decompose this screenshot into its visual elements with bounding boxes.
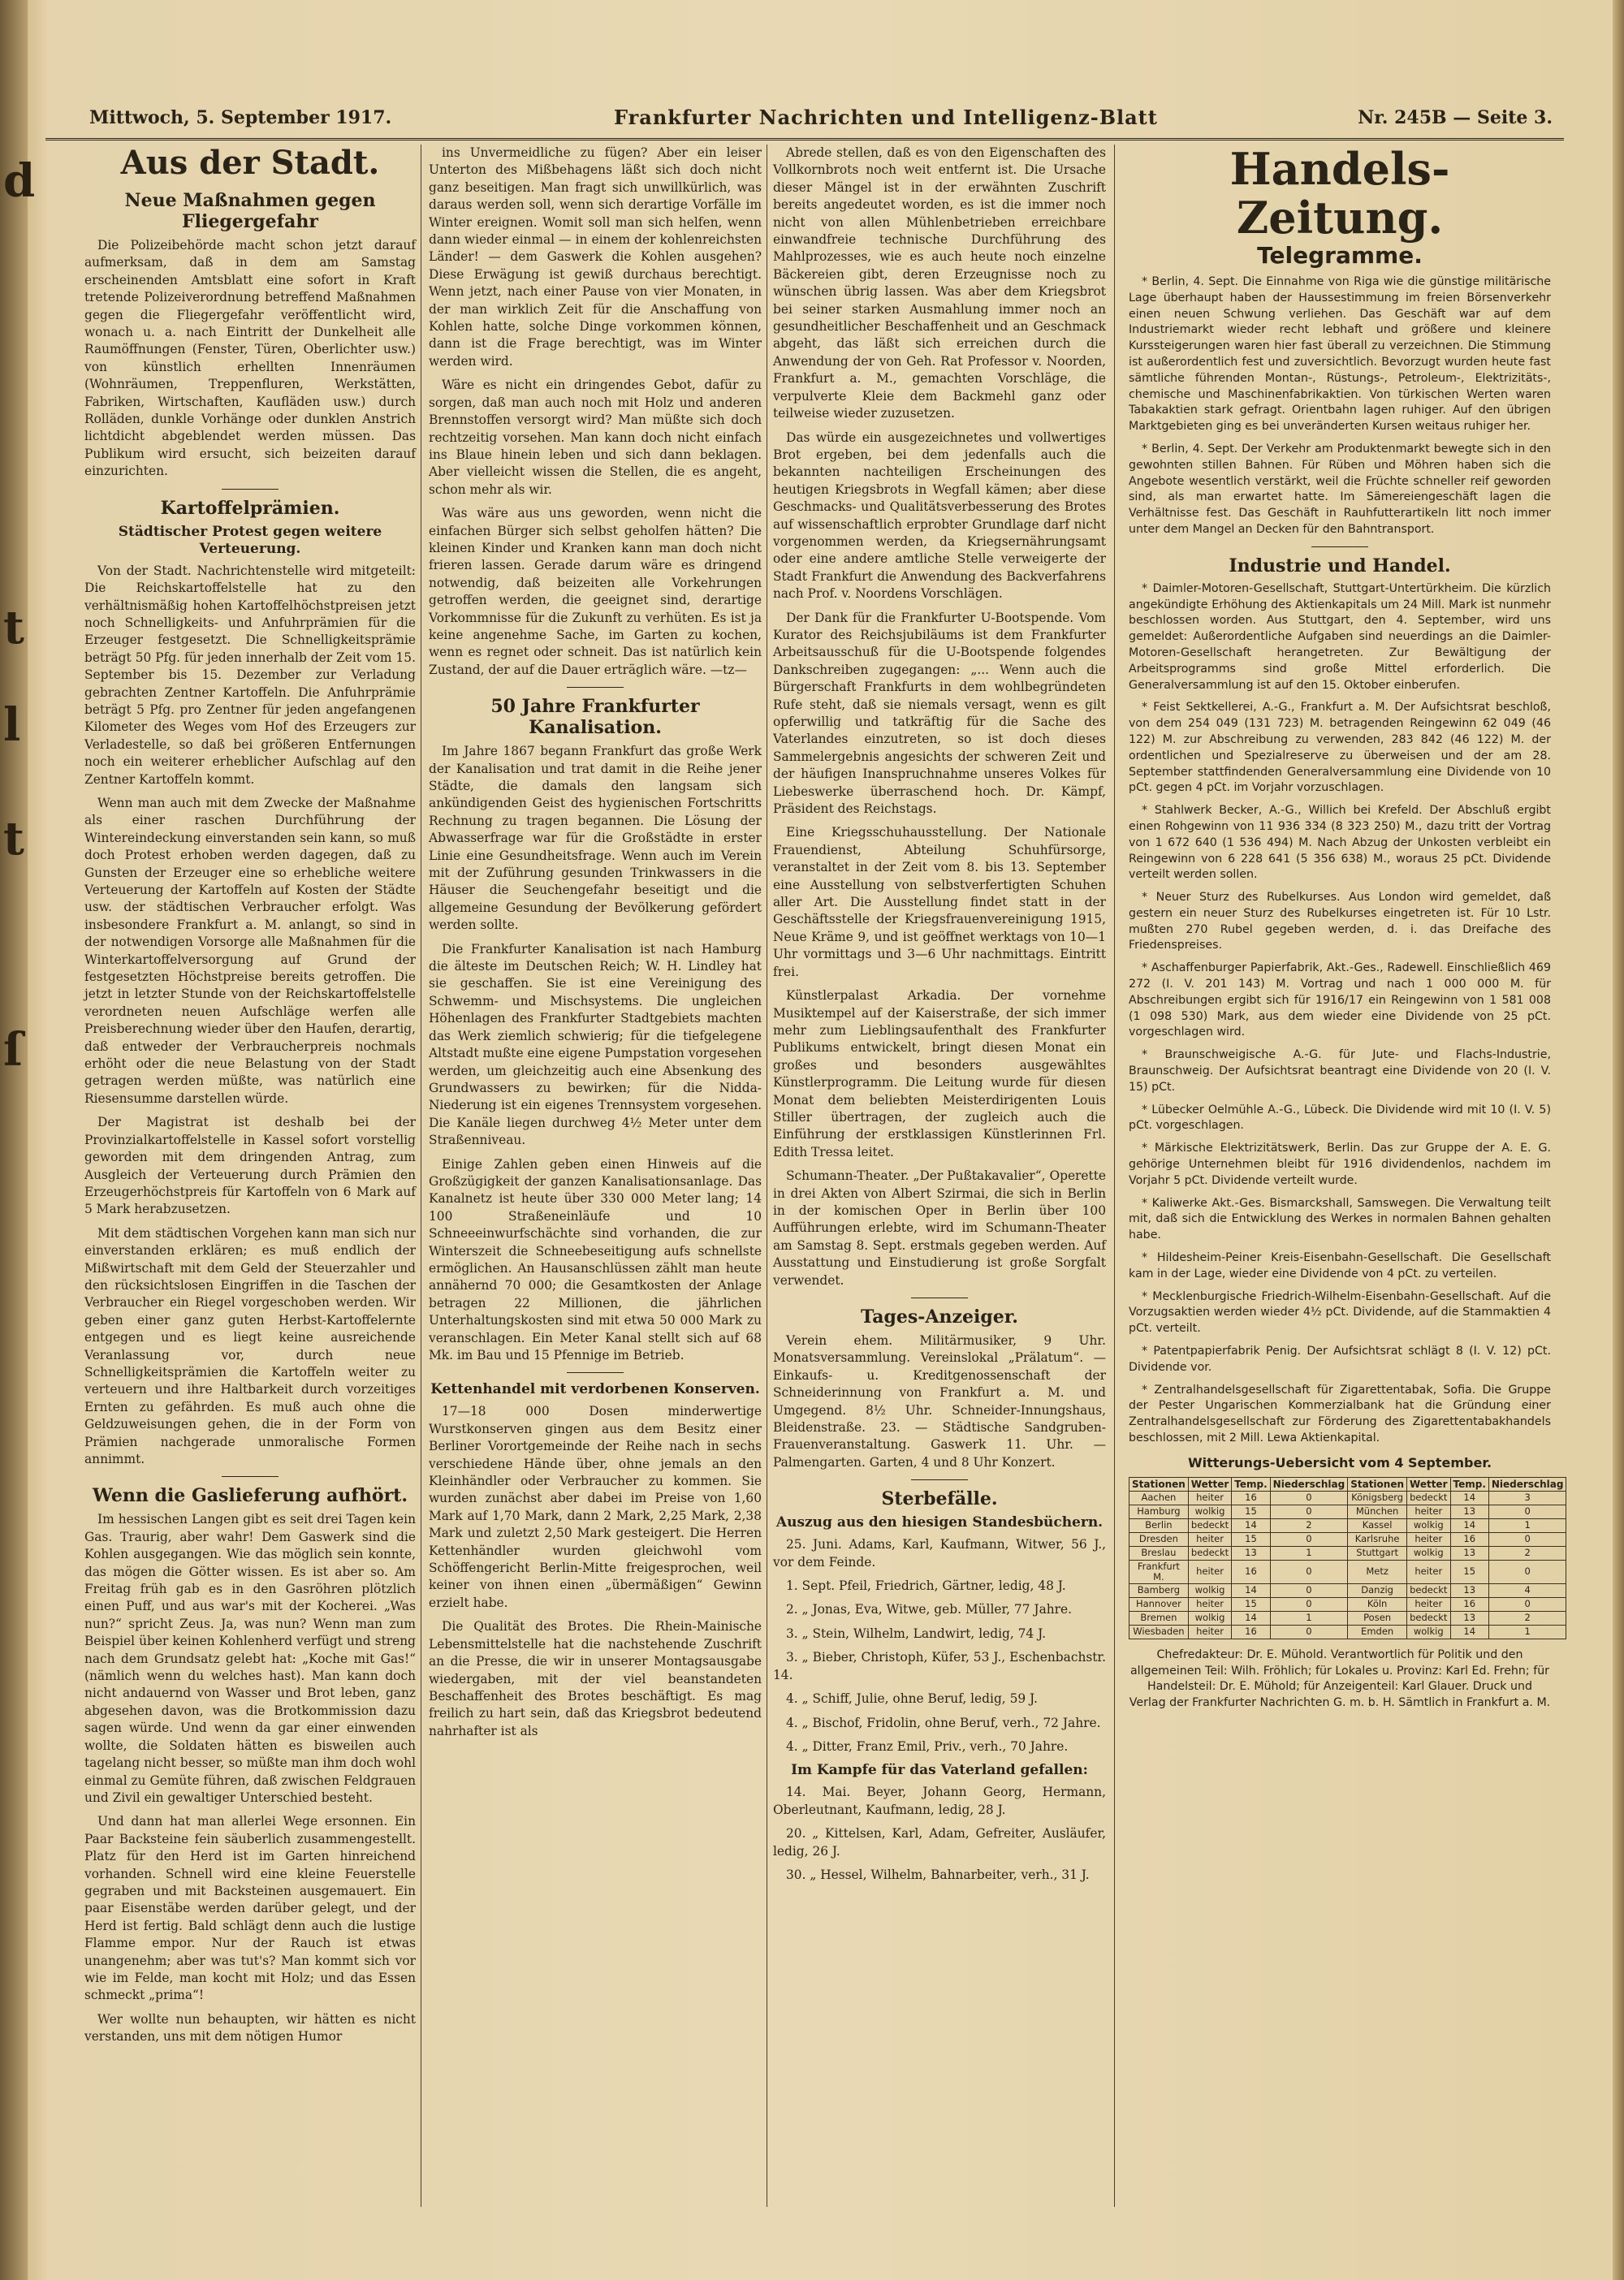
weather-cell: heiter bbox=[1407, 1505, 1450, 1518]
weather-cell: 15 bbox=[1232, 1532, 1270, 1546]
edge-fragment: t bbox=[3, 812, 24, 866]
weather-cell: wolkig bbox=[1407, 1625, 1450, 1639]
weather-header-cell: Wetter bbox=[1188, 1477, 1231, 1491]
weather-row bbox=[1129, 1583, 1566, 1597]
article-paragraph: * Mecklenburgische Friedrich-Wilhelm-Eisenbahn-Gesellschaft. Auf die Vorzugsaktien werden wieder 4½ pCt. Dividende, auf die Stammaktien 4 pCt. verteilt. bbox=[1129, 1289, 1551, 1336]
article-paragraph: Wäre es nicht ein dringendes Gebot, dafür zu sorgen, daß man auch noch mit Holz und anderen Brennstoffen versorgt wird? Man müßte sich doch rechtzeitig vorsehen. Man kann doch nicht einfach ins Blaue hinein leben und sich dann beklagen. Aber vielleicht wissen die Stellen, die es angeht, schon mehr als wir. bbox=[429, 378, 762, 497]
death-notice: 1. Sept. Pfeil, Friedrich, Gärtner, ledig, 48 J. bbox=[786, 1578, 1066, 1594]
death-notice: 2. „ Jonas, Eva, Witwe, geb. Müller, 77 Jahre. bbox=[786, 1602, 1073, 1617]
weather-cell: 14 bbox=[1450, 1625, 1488, 1639]
weather-cell: bedeckt bbox=[1407, 1583, 1450, 1597]
weather-cell: 13 bbox=[1450, 1611, 1488, 1625]
section-title: Handels-Zeitung. bbox=[1229, 143, 1450, 244]
weather-cell: 16 bbox=[1232, 1491, 1270, 1505]
weather-cell: 1 bbox=[1270, 1611, 1348, 1625]
weather-cell: 2 bbox=[1488, 1611, 1566, 1625]
article-paragraph: Der Magistrat ist deshalb bei der Provinzialkartoffelstelle in Kassel sofort vorstellig geworden mit dem dringenden Antrag, zum Ausgleich der Verteuerung durch Prämien den Erzeugerhöchstpreis für Kartoffeln von 6 Mark auf 5 Mark herabzusetzen. bbox=[84, 1115, 416, 1217]
article-paragraph: Verein ehem. Militärmusiker, 9 Uhr. Monatsversammlung. Vereinslokal „Prälatum“. — Einkaufs- u. Kreditgenossenschaft der Schneiderinnung von Frankfurt a. M. und Umgegend. 8½ Uhr. Schneider-Innungshaus, Bleidenstraße. 23. — Städtische Sandgruben-Frauenveranstaltung. Gaswerk 11. Uhr. — Palmengarten. Garten, 4 und 8 Uhr Konzert. bbox=[773, 1333, 1106, 1470]
weather-cell: 0 bbox=[1270, 1583, 1348, 1597]
left-page-edge bbox=[0, 0, 36, 2280]
weather-cell: 0 bbox=[1270, 1532, 1348, 1546]
weather-cell: 0 bbox=[1270, 1505, 1348, 1518]
weather-cell: heiter bbox=[1188, 1625, 1231, 1639]
article-subtitle: Im Kampfe für das Vaterland gefallen: bbox=[791, 1762, 1088, 1779]
weather-header-cell: Niederschlag bbox=[1270, 1477, 1348, 1491]
weather-cell: 16 bbox=[1450, 1597, 1488, 1611]
weather-cell: 0 bbox=[1270, 1625, 1348, 1639]
article-paragraph: Künstlerpalast Arkadia. Der vornehme Musiktempel auf der Kaiserstraße, der sich immer mehr zum Lieblingsaufenthalt des Frankfurter Publikums entwickelt, bringt diesen Monat ein großes und besonders ausgewähltes Künstlerprogramm. Die Leitung wurde für diesen Monat dem beliebten Meisterdirigenten Louis Stiller übertragen, der zugleich auch die Einführung der erstklassigen Künstlerinnen Frl. Edith Tressa leitet. bbox=[773, 988, 1106, 1159]
weather-cell: 0 bbox=[1270, 1491, 1348, 1505]
weather-cell: 13 bbox=[1450, 1583, 1488, 1597]
weather-cell: 16 bbox=[1450, 1532, 1488, 1546]
article-paragraph: Der Dank für die Frankfurter U-Bootspende. Vom Kurator des Reichsjubiläums ist dem Frankfurter Arbeitsausschuß für die U-Bootspende folgendes Dankschreiben zugegangen: „... Wenn auch die Bürgerschaft Frankfurts in dem wohlbegründeten Rufe steht, daß sie niemals versagt, wenn es gilt opferwillig und tatkräftig für die Sache des Vaterlandes einzutreten, so ist doch dieses Sammelergebnis angesichts der schweren Zeit und der häufigen Inanspruchnahme unseres Volkes für Liebeswerke überraschend hoch. Dr. Kämpf, Präsident des Reichstags. bbox=[773, 610, 1106, 817]
article-paragraph: Schumann-Theater. „Der Pußtakavalier“, Operette in drei Akten von Albert Szirmai, die sich in Berlin in der komischen Oper in Berlin über 100 Aufführungen erlebte, wird im Schumann-Theater am Samstag 8. Sept. erstmals gegeben werden. Auf Ausstattung und Einstudierung ist große Sorgfalt verwendet. bbox=[773, 1168, 1106, 1288]
weather-cell: Dresden bbox=[1129, 1532, 1189, 1546]
weather-cell: bedeckt bbox=[1407, 1611, 1450, 1625]
weather-cell: Posen bbox=[1348, 1611, 1407, 1625]
separator bbox=[1311, 546, 1368, 547]
weather-cell: Hannover bbox=[1129, 1597, 1189, 1611]
column-2 bbox=[429, 145, 762, 2223]
weather-row bbox=[1129, 1546, 1566, 1560]
weather-cell: 14 bbox=[1232, 1611, 1270, 1625]
imprint: Chefredakteur: Dr. E. Mühold. Verantwortlich für Politik und den allgemeinen Teil: Wilh. Fröhlich; für Lokales u. Provinz: Karl Ed. Frehn; für Handelsteil: Dr. E. Mühold; für Anzeigenteil: Karl Glauer. Druck und Verlag der Frankfurter Nachrichten G. m. b. H. Sämtlich in Frankfurt a. M. bbox=[1129, 1647, 1551, 1710]
article-paragraph: * Stahlwerk Becker, A.-G., Willich bei Krefeld. Der Abschluß ergibt einen Rohgewinn von 11 936 334 (8 323 250) M., dazu tritt der Vortrag von 1 672 640 (1 536 494) M. Nach Abzug der Unkosten verbleibt ein Reingewinn von 6 228 641 (5 356 638) M., woraus 25 pCt. Dividende verteilt werden sollen. bbox=[1129, 804, 1551, 882]
section-subtitle: Telegramme. bbox=[1257, 242, 1423, 269]
death-notice: 4. „ Ditter, Franz Emil, Priv., verh., 70 Jahre. bbox=[786, 1738, 1069, 1754]
weather-cell: 2 bbox=[1270, 1518, 1348, 1532]
weather-cell: 14 bbox=[1450, 1518, 1488, 1532]
weather-cell: wolkig bbox=[1188, 1583, 1231, 1597]
edge-fragment: ſ bbox=[3, 1023, 24, 1077]
weather-cell: bedeckt bbox=[1188, 1518, 1231, 1532]
separator bbox=[567, 687, 624, 688]
weather-row bbox=[1129, 1597, 1566, 1611]
separator bbox=[222, 1476, 279, 1477]
weather-cell: 0 bbox=[1270, 1560, 1348, 1583]
article-paragraph: Wer wollte nun behaupten, wir hätten es nicht verstanden, uns mit dem nötigen Humor bbox=[84, 2011, 416, 2045]
article-paragraph: Die Polizeibehörde macht schon jetzt darauf aufmerksam, daß in dem am Samstag erscheinenden Amtsblatt eine sofort in Kraft tretende Polizeiverordnung betreffend Maßnahmen gegen die Fliegergefahr veröffentlicht wird, wonach u. a. nach Eintritt der Dunkelheit alle Raumöffnungen (Fenster, Türen, Oberlichter usw.) von künstlich erhellten Innenräumen (Wohnräumen, Treppenfluren, Werkstätten, Fabriken, Wirtschaften, Kaufläden usw.) durch Rolläden, dunkle Vorhänge oder dunklen Anstrich lichtdicht abgeblendet werden müssen. Das Publikum wird ersucht, sich beizeiten darauf einzurichten. bbox=[84, 238, 416, 479]
article-paragraph: * Märkische Elektrizitätswerk, Berlin. Das zur Gruppe der A. E. G. gehörige Unternehmen bleibt für 1916 dividendenlos, nachdem im Vorjahr 5 pCt. Dividende verteilt wurde. bbox=[1129, 1142, 1551, 1187]
weather-cell: 14 bbox=[1232, 1583, 1270, 1597]
article-subtitle: Auszug aus den hiesigen Standesbüchern. bbox=[775, 1514, 1104, 1531]
weather-cell: Bamberg bbox=[1129, 1583, 1189, 1597]
article-paragraph: * Braunschweigische A.-G. für Jute- und Flachs-Industrie, Braunschweig. Der Aufsichtsrat beantragt eine Dividende von 20 (I. V. 15) pCt. bbox=[1129, 1048, 1551, 1094]
weather-cell: 13 bbox=[1232, 1546, 1270, 1560]
weather-header-cell: Temp. bbox=[1232, 1477, 1270, 1491]
header-page-number: Nr. 245B — Seite 3. bbox=[1358, 107, 1553, 128]
weather-cell: bedeckt bbox=[1188, 1546, 1231, 1560]
weather-row bbox=[1129, 1518, 1566, 1532]
article-paragraph: * Kaliwerke Akt.-Ges. Bismarckshall, Samswegen. Die Verwaltung teilt mit, daß sich die Entwicklung des Werkes in normalen Bahnen gehalten habe. bbox=[1129, 1196, 1551, 1242]
article-title: Neue Maßnahmen gegen Fliegergefahr bbox=[124, 190, 376, 232]
article-paragraph: * Aschaffenburger Papierfabrik, Akt.-Ges., Radewell. Einschließlich 469 272 (I. V. 201 143) M. Vortrag und nach 1 000 000 M. für Abschreibungen ergibt sich für 1916/17 ein Reingewinn von 1 581 008 (1 098 530) Mark, aus dem wieder eine Dividende von 25 pCt. vorgeschlagen wird. bbox=[1129, 961, 1551, 1039]
article-title: Wenn die Gaslieferung aufhört. bbox=[93, 1485, 408, 1507]
article-paragraph: Wenn man auch mit dem Zwecke der Maßnahme als einer raschen Durchführung der Wintereindeckung einverstanden sein kann, so muß doch Protest erhoben werden dagegen, daß zu Gunsten der Erzeuger eine so erhebliche weitere Verteuerung der Kartoffeln auf Kosten der Städte usw. der städtischen Verbraucher erfolgt. Was insbesondere Frankfurt a. M. anlangt, so sind in der notwendigen Vorsorge alle Maßnahmen für die Winterkartoffelversorgung auf Grund der festgesetzten Höchstpreise bereits getroffen. Die jetzt in letzter Stunde von der Reichskartoffelstelle verordneten neuen Aufschläge werfen alle Preisberechnung wieder über den Haufen, derartig, daß entweder der Verbraucherpreis nochmals erhöht oder die neue Belastung von der Stadt getragen werden müßte, was natürlich eine Riesensumme darstellen würde. bbox=[84, 795, 416, 1106]
weather-title: Witterungs-Uebersicht vom 4 September. bbox=[1187, 1454, 1492, 1470]
column-1 bbox=[84, 145, 416, 2223]
article-paragraph: Die Frankfurter Kanalisation ist nach Hamburg die älteste im Deutschen Reich; W. H. Lindley hat sie geschaffen. Sie ist eine Vereinigung des Schwemm- und Mischsystems. Die ungleichen Höhenlagen des Frankfurter Stadtgebiets machten das Werk ziemlich schwierig; für die tiefgelegene Altstadt mußte eine eigene Pumpstation vorgesehen werden, um gleichzeitig auch eine Absenkung des Grundwassers zu bewirken; für die Nidda-Niederung ist ein eigenes Trennsystem vorgesehen. Die Kanäle liegen durchweg 4½ Meter unter dem Straßenniveau. bbox=[429, 941, 762, 1148]
article-paragraph: 17—18 000 Dosen minderwertige Wurstkonserven gingen aus dem Besitz einer Berliner Vorortgemeinde der Reihe nach in sechs verschiedene Hände über, ohne jemals an den Kleinhändler oder Verbraucher zu kommen. Sie wurden zunächst aber dabei im Preise von 1,60 Mark auf 1,70 Mark, dann 2 Mark, 2,25 Mark, 2,38 Mark und zuletzt 2,50 Mark gesteigert. Die Herren Kettenhändler wurden gleichwohl vom Schöffengericht Berlin-Mitte freigesprochen, weil keiner von ihnen einen „übermäßigen“ Gewinn erzielt habe. bbox=[429, 1404, 762, 1610]
death-notice: 3. „ Stein, Wilhelm, Landwirt, ledig, 74 J. bbox=[786, 1626, 1046, 1641]
weather-cell: wolkig bbox=[1188, 1611, 1231, 1625]
section-title: Aus der Stadt. bbox=[120, 144, 380, 182]
weather-table bbox=[1129, 1477, 1566, 1639]
article-paragraph: * Patentpapierfabrik Penig. Der Aufsichtsrat schlägt 8 (I. V. 12) pCt. Dividende vor. bbox=[1129, 1345, 1551, 1374]
weather-cell: 2 bbox=[1488, 1546, 1566, 1560]
death-notice: 4. „ Bischof, Fridolin, ohne Beruf, verh., 72 Jahre. bbox=[786, 1715, 1101, 1730]
weather-row bbox=[1129, 1560, 1566, 1583]
weather-cell: heiter bbox=[1407, 1532, 1450, 1546]
weather-cell: Danzig bbox=[1348, 1583, 1407, 1597]
weather-header-cell: Niederschlag bbox=[1488, 1477, 1566, 1491]
weather-cell: 4 bbox=[1488, 1583, 1566, 1597]
page-header bbox=[45, 106, 1564, 140]
article-title: Sterbefälle. bbox=[881, 1488, 998, 1510]
column-3 bbox=[773, 145, 1106, 2223]
weather-cell: wolkig bbox=[1188, 1505, 1231, 1518]
weather-cell: 15 bbox=[1232, 1505, 1270, 1518]
article-title: Kartoffelprämien. bbox=[160, 497, 340, 519]
weather-cell: Aachen bbox=[1129, 1491, 1189, 1505]
weather-cell: 3 bbox=[1488, 1491, 1566, 1505]
weather-cell: 1 bbox=[1488, 1625, 1566, 1639]
article-title: Kettenhandel mit verdorbenen Konserven. bbox=[430, 1381, 760, 1398]
weather-cell: 1 bbox=[1270, 1546, 1348, 1560]
weather-cell: Metz bbox=[1348, 1560, 1407, 1583]
header-masthead: Frankfurter Nachrichten und Intelligenz-Blatt bbox=[614, 106, 1158, 129]
article-paragraph: * Lübecker Oelmühle A.-G., Lübeck. Die Dividende wird mit 10 (I. V. 5) pCt. vorgeschlagen. bbox=[1129, 1103, 1551, 1133]
weather-row bbox=[1129, 1505, 1566, 1518]
article-paragraph: * Feist Sektkellerei, A.-G., Frankfurt a. M. Der Aufsichtsrat beschloß, von dem 254 049 (131 723) M. betragenden Reingewinn 62 049 (46 122) M. zur Abschreibung zu verwenden, 283 842 (46 122) M. der ordentlichen und Spezialreserve zu überweisen und der am 28. September stattfindenden Generalversammlung eine Dividende von 10 pCt. gegen 4 pCt. im Vorjahr vorzuschlagen. bbox=[1129, 701, 1551, 795]
weather-cell: Wiesbaden bbox=[1129, 1625, 1189, 1639]
weather-cell: 0 bbox=[1488, 1505, 1566, 1518]
death-notice: 30. „ Hessel, Wilhelm, Bahnarbeiter, verh., 31 J. bbox=[786, 1867, 1090, 1882]
weather-cell: 0 bbox=[1270, 1597, 1348, 1611]
column-4-business bbox=[1129, 143, 1564, 2223]
article-paragraph: * Zentralhandelsgesellschaft für Zigarettentabak, Sofia. Die Gruppe der Pester Ungarischen Kommerzialbank hat die Gründung einer Zentralhandelsgesellschaft zur Förderung des Zigarettentabakhandels beschlossen, mit 2 Mill. Lewa Aktienkapital. bbox=[1129, 1383, 1551, 1444]
weather-cell: 0 bbox=[1488, 1532, 1566, 1546]
weather-cell: 13 bbox=[1450, 1546, 1488, 1560]
weather-row bbox=[1129, 1491, 1566, 1505]
weather-cell: heiter bbox=[1407, 1597, 1450, 1611]
weather-header-cell: Stationen bbox=[1129, 1477, 1189, 1491]
article-paragraph: Das würde ein ausgezeichnetes und vollwertiges Brot ergeben, bei dem jedenfalls auch die bekannten nachteiligen Erscheinungen des heutigen Kriegsbrots in Wegfall kämen; aber diese Geschmacks- und Qualitätsverbesserung des Brotes auf wissenschaftlich erprobter Grundlage darf nicht vorgenommen werden, da Kriegsernährungsamt oder eine andere amtliche Stelle verweigerte der Stadt Frankfurt die Anwendung des Backverfahrens nach Prof. v. Noordens Vorschlägen. bbox=[773, 430, 1106, 602]
weather-cell: 16 bbox=[1232, 1625, 1270, 1639]
weather-cell: wolkig bbox=[1407, 1518, 1450, 1532]
article-paragraph: Was wäre aus uns geworden, wenn nicht die einfachen Bürger sich selbst geholfen hätten? Die kleinen Kinder und Kranken kann man doch nicht frieren lassen. Gerade darum wäre es dringend notwendig, daß beizeiten alle Vorkehrungen getroffen werden, die geeignet sind, derartige Vorkommnisse für die Zukunft zu verhüten. Es ist ja keine angenehme Sache, im Garten zu kochen, wenn es regnet oder schneit. Das ist natürlich kein Zustand, der auf die Dauer erträglich wäre. —tz— bbox=[429, 506, 762, 677]
separator bbox=[567, 1372, 624, 1373]
weather-cell: Kassel bbox=[1348, 1518, 1407, 1532]
weather-table-body bbox=[1129, 1491, 1566, 1639]
right-page-edge bbox=[1613, 0, 1624, 2280]
weather-header-cell: Temp. bbox=[1450, 1477, 1488, 1491]
article-paragraph: Eine Kriegsschuhausstellung. Der Nationale Frauendienst, Abteilung Schuhfürsorge, veranstaltet in der Zeit vom 8. bis 13. September eine Ausstellung von selbstverfertigten Schuhen aller Art. Die Ausstellung findet statt in der Geschäftsstelle der Kriegsfrauenvereinigung 1915, Neue Kräme 9, und ist geöffnet werktags von 10—1 Uhr vormittags und 3—6 Uhr nachmittags. Eintritt frei. bbox=[773, 825, 1106, 979]
edge-fragment: d bbox=[3, 154, 36, 208]
death-notice: 14. Mai. Beyer, Johann Georg, Hermann, Oberleutnant, Kaufmann, ledig, 28 J. bbox=[773, 1785, 1106, 1817]
weather-header-row bbox=[1129, 1477, 1566, 1491]
weather-cell: Breslau bbox=[1129, 1546, 1189, 1560]
weather-cell: 0 bbox=[1488, 1597, 1566, 1611]
weather-cell: Hamburg bbox=[1129, 1505, 1189, 1518]
weather-header-cell: Stationen bbox=[1348, 1477, 1407, 1491]
article-paragraph: ins Unvermeidliche zu fügen? Aber ein leiser Unterton des Mißbehagens läßt sich doch nicht ganz beseitigen. Man fragt sich unwillkürlich, was daraus werden soll, wenn sich derartige Vorfälle im Winter ereignen. Womit soll man sich helfen, wenn dann wieder einmal — in einem der kohlenreichsten Länder! — dem Gaswerk die Kohlen ausgehen? Diese Erwägung ist gewiß durchaus berechtigt. Wenn jetzt, nach einer Pause von vier Monaten, in der man wirklich Zeit für die Anschaffung von Kohlen hatte, solche Dinge vorkommen können, dann ist die Frage berechtigt, was im Winter werden wird. bbox=[429, 145, 762, 369]
death-notice: 20. „ Kittelsen, Karl, Adam, Gefreiter, Ausläufer, ledig, 26 J. bbox=[773, 1826, 1106, 1859]
weather-cell: Berlin bbox=[1129, 1518, 1189, 1532]
weather-cell: Emden bbox=[1348, 1625, 1407, 1639]
weather-cell: heiter bbox=[1188, 1597, 1231, 1611]
weather-cell: Bremen bbox=[1129, 1611, 1189, 1625]
weather-header-cell: Wetter bbox=[1407, 1477, 1450, 1491]
article-paragraph: Und dann hat man allerlei Wege ersonnen. Ein Paar Backsteine fein säuberlich zusammengestellt. Platz für den Herd ist im Garten hinreichend vorhanden. Schnell wird eine kleine Feuerstelle gegraben und mit Backsteinen ausgemauert. Ein paar Eisenstäbe werden darüber gelegt, und der Herd ist fertig. Bald schlägt denn auch die lustige Flamme empor. Nur der Rauch ist etwas unangenehm; aber was tut's? Man kommt sich vor wie im Felde, man kocht mit Holz; und das Essen schmeckt „prima“! bbox=[84, 1814, 416, 2003]
article-paragraph: Abrede stellen, daß es von den Eigenschaften des Vollkornbrots noch weit entfernt ist. Die Ursache dieser Mängel ist in der erwähnten Zuschrift bereits angedeutet worden, es ist die immer noch nicht von allen Mühlenbetrieben erreichbare einwandfreie technische Durchführung des Mahlprozesses, wie es auch heute noch einzelne Bäckereien gibt, deren Erzeugnisse noch zu wünschen übrig lassen. Was aber dem Kriegsbrot bei seiner starken Ausmahlung immer noch an gesundheitlicher Beschaffenheit und an Geschmack abgeht, das läßt sich erreichen durch die Anwendung der von Geh. Rat Professor v. Noorden, Frankfurt a. M., gemachten Vorschläge, die verpulverte Kleie dem Backmehl ganz oder teilweise wieder zuzusetzen. bbox=[773, 145, 1106, 421]
weather-cell: bedeckt bbox=[1407, 1491, 1450, 1505]
article-paragraph: * Neuer Sturz des Rubelkurses. Aus London wird gemeldet, daß gestern ein neuer Sturz des Rubelkurses eingetreten ist. Für 10 Lstr. mußten 270 Rubel gegeben werden, d. i. das Dreifache des Friedenspreises. bbox=[1129, 891, 1551, 952]
weather-cell: Königsberg bbox=[1348, 1491, 1407, 1505]
edge-fragment: l bbox=[3, 698, 21, 752]
death-notice: 25. Juni. Adams, Karl, Kaufmann, Witwer, 56 J., vor dem Feinde. bbox=[773, 1537, 1106, 1570]
separator bbox=[222, 489, 279, 490]
weather-cell: München bbox=[1348, 1505, 1407, 1518]
death-notice: 3. „ Bieber, Christoph, Küfer, 53 J., Eschenbachstr. 14. bbox=[773, 1650, 1106, 1682]
weather-cell: heiter bbox=[1407, 1560, 1450, 1583]
article-subtitle: Städtischer Protest gegen weitere Verteuerung. bbox=[118, 523, 382, 557]
weather-cell: 0 bbox=[1488, 1560, 1566, 1583]
weather-cell: 16 bbox=[1232, 1560, 1270, 1583]
article-title: Industrie und Handel. bbox=[1229, 555, 1451, 576]
weather-row bbox=[1129, 1611, 1566, 1625]
weather-cell: Stuttgart bbox=[1348, 1546, 1407, 1560]
article-title: Tages-Anzeiger. bbox=[861, 1306, 1018, 1328]
weather-cell: 13 bbox=[1450, 1505, 1488, 1518]
weather-cell: heiter bbox=[1188, 1491, 1231, 1505]
separator bbox=[911, 1479, 968, 1480]
column-rule bbox=[1114, 145, 1115, 2207]
article-paragraph: * Berlin, 4. Sept. Die Einnahme von Riga wie die günstige militärische Lage überhaupt haben der Haussestimmung im freien Börsenverkehr einen neuen Schwung verliehen. Das Geschäft war auf dem Industriemarkt wieder recht lebhaft und größere und kleinere Kurssteigerungen waren hier fast überall zu verzeichnen. Die Stimmung ist außerordentlich fest und zuversichtlich. Bevorzugt wurden heute fast sämtliche führenden Montan-, Rüstungs-, Petroleum-, Elektrizitäts-, chemische und Maschinenfabrikaktien. Von türkischen Werten waren Tabakaktien stark gefragt. Orientbahn lagen ruhiger. Auf den übrigen Marktgebieten ging es bei unveränderten Kursen weitaus ruhiger her. bbox=[1129, 275, 1551, 434]
weather-cell: 14 bbox=[1450, 1491, 1488, 1505]
article-paragraph: Einige Zahlen geben einen Hinweis auf die Großzügigkeit der ganzen Kanalisationsanlage. Das Kanalnetz ist heute über 330 000 Meter lang; 14 100 Straßeneinläufe und 10 Schneeeinwurfschächte sind vorhanden, die zur Winterszeit die Schneebeseitigung aufs schnellste ermöglichen. An Hausanschlüssen zählt man heute annähernd 70 000; die Gesamtkosten der Anlage betragen 22 Millionen, die jährlichen Unterhaltungskosten sind mit etwa 50 000 Mark zu veranschlagen. Ein Meter Kanal stellt sich auf 68 Mk. im Bau und 15 Pfennige im Betrieb. bbox=[429, 1156, 762, 1362]
weather-cell: 15 bbox=[1232, 1597, 1270, 1611]
weather-cell: Karlsruhe bbox=[1348, 1532, 1407, 1546]
weather-cell: Köln bbox=[1348, 1597, 1407, 1611]
weather-row bbox=[1129, 1625, 1566, 1639]
weather-cell: heiter bbox=[1188, 1532, 1231, 1546]
article-paragraph: Die Qualität des Brotes. Die Rhein-Mainische Lebensmittelstelle hat die nachstehende Zuschrift an die Presse, die wir in unserer Montagsausgabe wiedergaben, mit der viel beanstandeten Beschaffenheit des Brotes beschäftigt. Es mag freilich zu hart sein, daß das Kriegsbrot bedeutend nahrhafter ist als bbox=[429, 1619, 762, 1738]
article-paragraph: * Hildesheim-Peiner Kreis-Eisenbahn-Gesellschaft. Die Gesellschaft kam in der Lage, wieder eine Dividende von 4 pCt. zu verteilen. bbox=[1129, 1251, 1551, 1280]
article-paragraph: * Daimler-Motoren-Gesellschaft, Stuttgart-Untertürkheim. Die kürzlich angekündigte Erhöhung des Aktienkapitals um 24 Mill. Mark ist nunmehr beschlossen worden. Aus Stuttgart, den 4. September, wird uns gemeldet: Außerordentliche Aufgaben sind neuerdings an die Daimler-Motoren-Gesellschaft herangetreten. Zur Bewältigung der Arbeitsprogramms sind große Mittel erforderlich. Die Generalversammlung ist auf den 15. Oktober einberufen. bbox=[1129, 581, 1551, 692]
article-paragraph: Von der Stadt. Nachrichtenstelle wird mitgeteilt: Die Reichskartoffelstelle hat zu den verhältnismäßig hohen Kartoffelhöchstpreisen jetzt noch Schnelligkeits- und Anfuhrprämien für die Erzeuger festgesetzt. Die Schnelligkeitsprämie beträgt 50 Pfg. für jeden innerhalb der Zeit vom 15. September bis 15. Dezember zur Verladung gebrachten Zentner Kartoffeln. Die Anfuhrprämie beträgt 5 Pfg. pro Zentner für jeden angefangenen Kilometer des Weges vom Hof des Erzeugers zur Verladestelle, so daß bei größeren Entfernungen noch ein weiterer erheblicher Aufschlag auf den Zentner Kartoffeln kommt. bbox=[84, 563, 416, 787]
weather-cell: 1 bbox=[1488, 1518, 1566, 1532]
article-paragraph: Mit dem städtischen Vorgehen kann man sich nur einverstanden erklären; es muß endlich der Mißwirtschaft mit dem Geld der Steuerzahler und den rücksichtslosen Eingriffen in die Taschen der Verbraucher ein Riegel vorgeschoben werden. Wir geben einer ganz guten Herbst-Kartoffelernte entgegen und es liegt keine ausreichende Veranlassung vor, durch neue Schnelligkeitsprämien die Kartoffeln weiter zu verteuern und ihre Haltbarkeit durch vorzeitiges Ernten zu gefährden. Es muß auch ohne die Geldzuweisungen gehen, die in der Form von Prämien nachgerade unmoralische Formen annimmt. bbox=[84, 1225, 416, 1466]
header-date: Mittwoch, 5. September 1917. bbox=[89, 107, 392, 128]
weather-cell: 14 bbox=[1232, 1518, 1270, 1532]
article-paragraph: Im hessischen Langen gibt es seit drei Tagen kein Gas. Traurig, aber wahr! Dem Gaswerk sind die Kohlen ausgegangen. Wie das möglich sein konnte, das mögen die Götter wissen. Es ist aber so. Am Freitag früh gab es in den Gasröhren plötzlich einen Puff, und aus war's mit der Kocherei. „Was nun?“ spricht Zeus. Ja, was nun? Wenn man zum Beispiel über keinen Kohlenherd verfügt und streng nach dem Grundsatz gelebt hat: „Koche mit Gas!“ (nämlich wenn du welches hast). Man kann doch nicht andauernd von Wasser und Brot leben, ganz abgesehen davon, was die Brotkommission dazu sagen würde. Und wenn da gar einer einwenden wollte, die Soldaten hätten es bisweilen auch tagelang nicht besser, so müßte man ihm doch wohl einmal zu Gemüte führen, daß zwischen Feldgrauen und Zivil ein gewaltiger Unterschied besteht. bbox=[84, 1512, 417, 1805]
weather-cell: 15 bbox=[1450, 1560, 1488, 1583]
article-title: 50 Jahre Frankfurter Kanalisation. bbox=[490, 696, 700, 739]
weather-row bbox=[1129, 1532, 1566, 1546]
article-paragraph: * Berlin, 4. Sept. Der Verkehr am Produktenmarkt bewegte sich in den gewohnten stillen Bahnen. Für Rüben und Möhren haben sich die Angebote wesentlich verstärkt, weil die Früchte schneller reif geworden sind, als man erwartet hatte. Im Sämereiengeschäft lagen die Verhältnisse fest. Das Geschäft in Rauhfutterartikeln litt noch immer unter dem Mangel an Decken für den Bahntransport. bbox=[1129, 442, 1551, 536]
article-paragraph: Im Jahre 1867 begann Frankfurt das große Werk der Kanalisation und trat damit in die Reihe jener Städte, die damals den langsam sich ankündigenden Geist des hygienischen Fortschritts Rechnung zu tragen begannen. Die Lösung der Abwasserfrage war für die Großstädte in erster Linie eine Gesundheitsfrage. Wenn auch im Verein mit der Zuführung gesunden Trinkwassers in die Häuser die Seuchengefahr beseitigt und die allgemeine Gesundung der Bevölkerung gefördert werden sollte. bbox=[429, 744, 762, 933]
weather-cell: wolkig bbox=[1407, 1546, 1450, 1560]
death-notice: 4. „ Schiff, Julie, ohne Beruf, ledig, 59 J. bbox=[786, 1691, 1038, 1707]
edge-fragment: t bbox=[3, 601, 24, 654]
weather-cell: heiter bbox=[1188, 1560, 1231, 1583]
weather-cell: Frankfurt M. bbox=[1129, 1560, 1189, 1583]
